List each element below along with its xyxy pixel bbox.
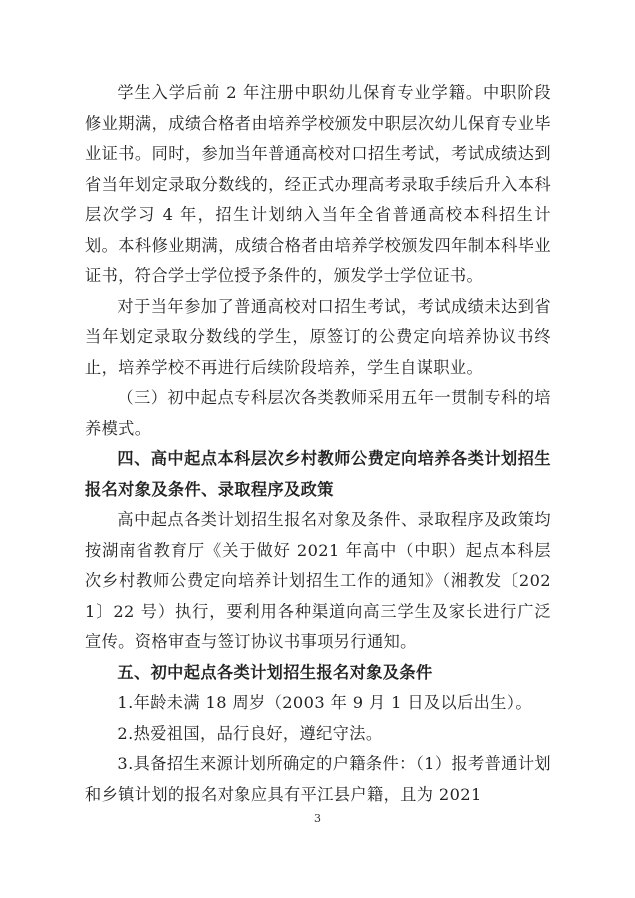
paragraph-junior-college-model: （三）初中起点专科层次各类教师采用五年一贯制专科的培养模式。 [85, 388, 551, 438]
condition-item-conduct: 2.热爱祖国，品行良好，遵纪守法。 [117, 723, 383, 743]
document-body [85, 78, 551, 810]
section-heading-five: 五、初中起点各类计划招生报名对象及条件 [117, 662, 433, 682]
page-number: 3 [314, 812, 321, 825]
condition-item-age: 1.年龄未满 18 周岁（2003 年 9 月 1 日及以后出生）。 [117, 693, 532, 712]
paragraph-enrollment-study-path: 学生入学后前 2 年注册中职幼儿保育专业学籍。中职阶段修业期满，成绩合格者由培养学校颁发中职层次幼儿保育专业毕业证书。同时，参加当年普通高校对口招生考试，考试成绩达到省当年划定录取分数线的，经正式办理高考录取手续后升入本科层次学习 4 年，招生计划纳入当年全省普通高校本科招生计划。本科修业期满，成绩合格者由培养学校颁发四年制本科毕业证书，符合学士学位授予条件的，颁发学士学位证书。 [85, 83, 551, 285]
paragraph-failed-exam-policy: 对于当年参加了普通高校对口招生考试，考试成绩未达到省当年划定录取分数线的学生，原签订的公费定向培养协议书终止，培养学校不再进行后续阶段培养，学生自谋职业。 [85, 296, 551, 377]
paragraph-high-school-admission: 高中起点各类计划招生报名对象及条件、录取程序及政策均按湖南省教育厅《关于做好 2021 年高中（中职）起点本科层次乡村教师公费定向培养计划招生工作的通知》（湘教发〔2021〕22 号）执行，要利用各种渠道向高三学生及家长进行广泛宣传。资格审查与签订协议书事项另行通知。 [85, 510, 551, 651]
section-heading-four: 四、高中起点本科层次乡村教师公费定向培养各类计划招生报名对象及条件、录取程序及政策 [85, 449, 551, 499]
condition-item-household: 3.具备招生来源计划所确定的户籍条件：（1）报考普通计划和乡镇计划的报名对象应具有平江县户籍，且为 2021 [85, 754, 551, 804]
